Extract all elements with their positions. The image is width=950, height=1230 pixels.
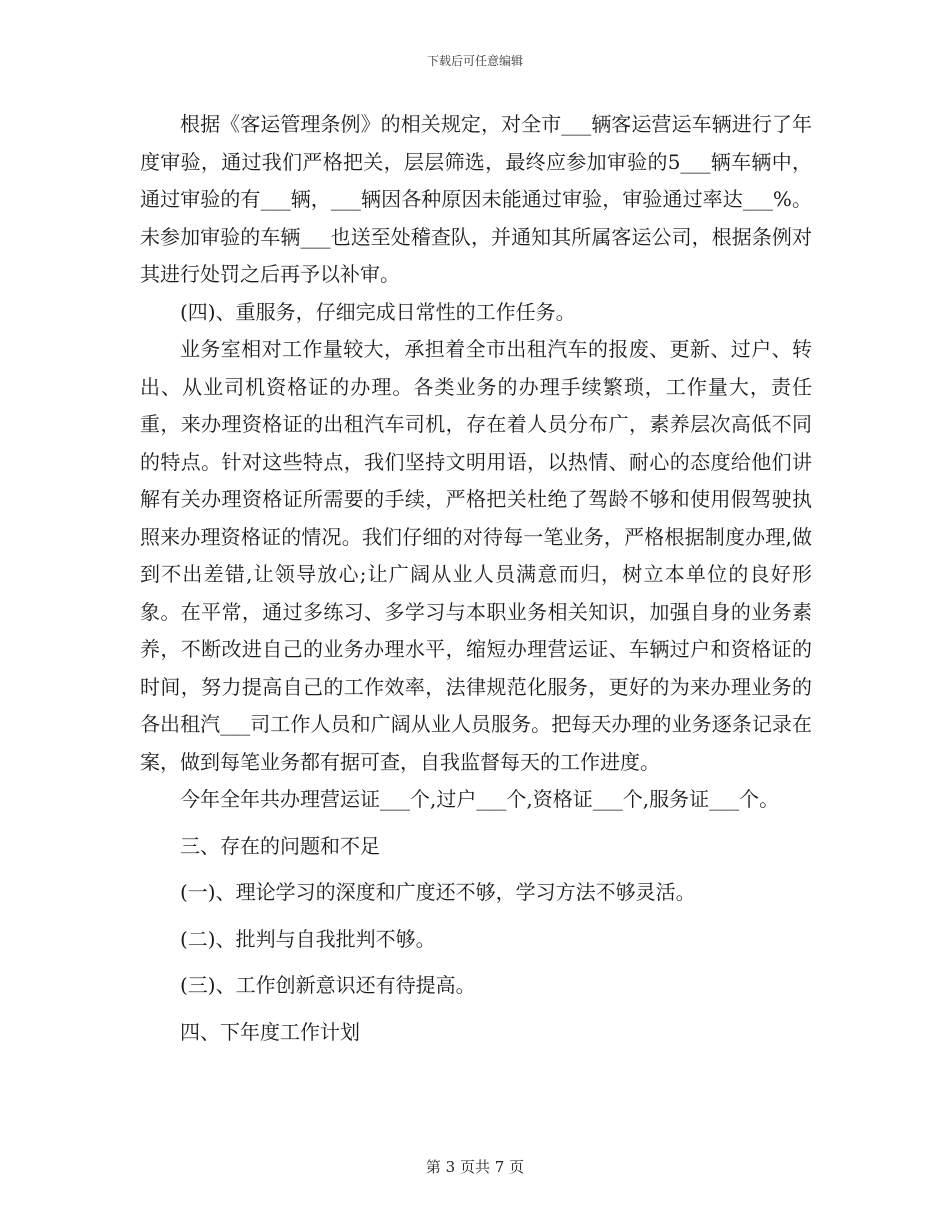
page-number: 第 3 页共 7 页	[425, 1158, 525, 1176]
list-item-problem-2: (二)、批判与自我批判不够。	[180, 926, 436, 951]
document-body	[140, 106, 812, 1051]
paragraph-annual-totals: 今年全年共办理营运证___个,过户___个,资格证___个,服务证___个。	[180, 787, 780, 811]
page-header-note: 下载后可任意编辑	[426, 54, 523, 68]
heading-service: (四)、重服务，仔细完成日常性的工作任务。	[180, 299, 576, 324]
list-item-problem-1: (一)、理论学习的深度和广度还不够，学习方法不够灵活。	[180, 880, 696, 904]
heading-next-year-plan: 四、下年度工作计划	[180, 1019, 360, 1044]
paragraph-vehicle-inspection: 根据《客运管理条例》的相关规定，对全市___辆客运营运车辆进行了年度审验，通过我们严格把关，层层筛选，最终应参加审验的5___辆车辆中，通过审验的有___辆，___辆因各种原因未能通过审验，审验通过率达___%。未参加审验的车辆___也送至处稽查队，并通知其所属客运公司，根据条例对其进行处罚之后再予以补审。	[140, 112, 812, 286]
paragraph-business-office: 业务室相对工作量较大，承担着全市出租汽车的报废、更新、过户、转出、从业司机资格证的办理。各类业务的办理手续繁琐，工作量大，责任重，来办理资格证的出租汽车司机，存在着人员分布广，素养层次高低不同的特点。针对这些特点，我们坚持文明用语，以热情、耐心的态度给他们讲解有关办理资格证所需要的手续，严格把关杜绝了驾龄不够和使用假驾驶执照来办理资格证的情况。我们仔细的对待每一笔业务，严格根据制度办理,做到不出差错,让领导放心;让广阔从业人员满意而归，树立本单位的良好形象。在平常，通过多练习、多学习与本职业务相关知识，加强自身的业务素养，不断改进自己的业务办理水平，缩短办理营运证、车辆过户和资格证的时间，努力提高自己的工作效率，法律规范化服务，更好的为来办理业务的各出租汽___司工作人员和广阔从业人员服务。把每天办理的业务逐条记录在案，做到每笔业务都有据可查，自我监督每天的工作进度。	[140, 337, 812, 774]
list-item-problem-3: (三)、工作创新意识还有待提高。	[180, 973, 476, 997]
heading-problems: 三、存在的问题和不足	[180, 833, 380, 858]
